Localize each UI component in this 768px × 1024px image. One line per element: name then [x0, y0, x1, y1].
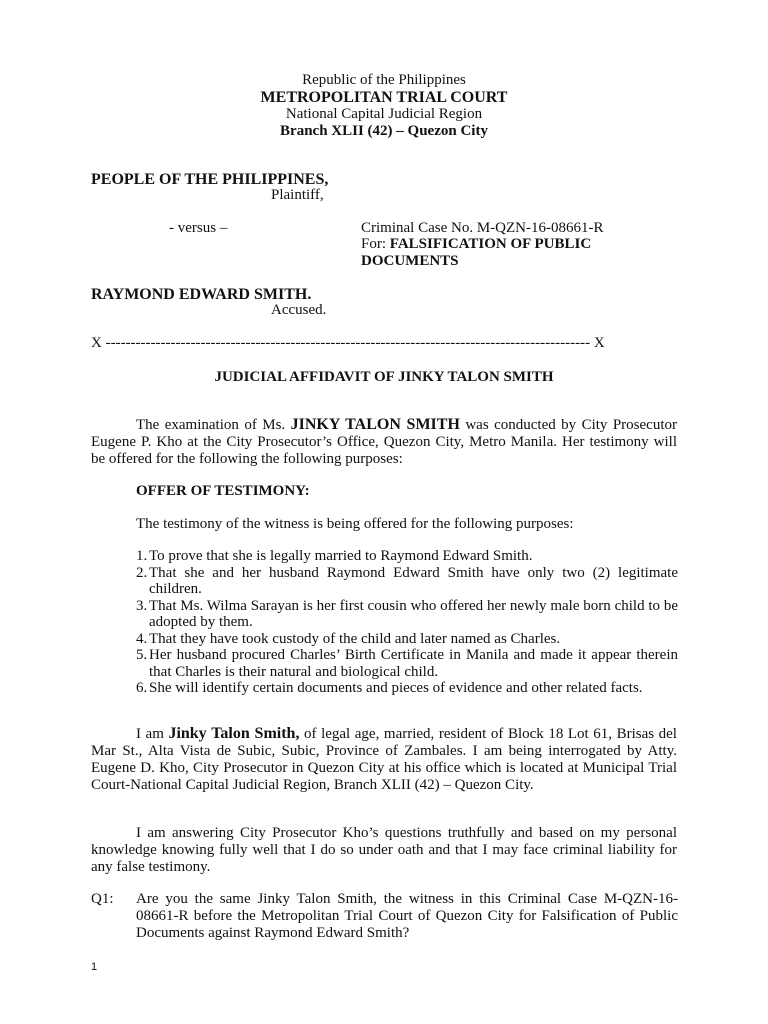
caption-divider: X ------------------------------------------------------------------------------------------------- X [91, 335, 605, 351]
oath-paragraph: I am answering City Prosecutor Kho’s questions truthfully and based on my personal knowledge knowing fully well that I do so under oath and that I may face criminal liability for any false testimony. [91, 825, 677, 875]
offense-title: FALSIFICATION OF PUBLIC [389, 236, 592, 252]
intro-paragraph [91, 416, 677, 468]
for-label: For: [361, 236, 387, 252]
offer-heading: OFFER OF TESTIMONY: [136, 483, 310, 499]
accused-name: RAYMOND EDWARD SMITH. [91, 286, 312, 303]
versus-label: - versus – [169, 220, 228, 236]
identity-text-after: of legal age, married, resident of Block 18 Lot 61, Brisas del Mar St., Alta Vista de Subic, Subic, Province of Zambales. I am being interrogated by Atty. Eugene D. Kho, City Prosecutor in Quezon City at his office which is located at Municipal Trial Court-National Capital Judicial Region, Branch XLII (42) – Quezon City. [91, 726, 677, 793]
accused-role: Accused. [271, 302, 327, 318]
intro-text-after: was conducted by City Prosecutor Eugene P. Kho at the City Prosecutor’s Office, Quezon City, Metro Manila. Her testimony will be offered for the following the following purposes: [91, 417, 677, 467]
plaintiff-name: PEOPLE OF THE PHILIPPINES, [91, 171, 329, 188]
list-item: 4. That they have took custody of the child and later named as Charles. [136, 630, 561, 647]
question-text: Are you the same Jinky Talon Smith, the witness in this Criminal Case M-QZN-16-08661-R before the Metropolitan Trial Court of Quezon City for Falsification of Public Documents against Raymond Edward Smith? [136, 891, 678, 941]
list-item: 3. That Ms. Wilma Sarayan is her first cousin who offered her newly male born child to be adopted by them. [136, 597, 678, 630]
branch-line: Branch XLII (42) – Quezon City [280, 123, 488, 139]
list-item: 1. To prove that she is legally married to Raymond Edward Smith. [136, 548, 533, 564]
page-number: 1 [91, 961, 98, 973]
intro-text-before: The examination of Ms. [136, 417, 291, 433]
offer-lead: The testimony of the witness is being offered for the following purposes: [136, 516, 574, 532]
plaintiff-role: Plaintiff, [271, 187, 324, 203]
case-number: Criminal Case No. M-QZN-16-08661-R [361, 220, 604, 236]
list-item: 6. She will identify certain documents and pieces of evidence and other related facts. [136, 680, 643, 696]
offense-line-1 [361, 236, 591, 253]
identity-paragraph [91, 725, 677, 794]
offense-line-2: DOCUMENTS [361, 253, 459, 269]
witness-name: JINKY TALON SMITH [290, 416, 460, 433]
judicial-region: National Capital Judicial Region [285, 106, 483, 122]
list-item: 5. Her husband procured Charles’ Birth Certificate in Manila and made it appear therein that Charles is their natural and biological child. [136, 647, 678, 680]
offer-list [136, 548, 678, 697]
republic-line: Republic of the Philippines [302, 72, 466, 88]
list-item: 2. That she and her husband Raymond Edward Smith have only two (2) legitimate children. [136, 564, 678, 597]
court-name: METROPOLITAN TRIAL COURT [260, 89, 508, 106]
affidavit-title: JUDICIAL AFFIDAVIT OF JINKY TALON SMITH [214, 369, 554, 385]
affiant-name: Jinky Talon Smith, [168, 725, 300, 742]
question-label: Q1: [91, 891, 114, 907]
identity-text-before: I am [136, 726, 169, 742]
